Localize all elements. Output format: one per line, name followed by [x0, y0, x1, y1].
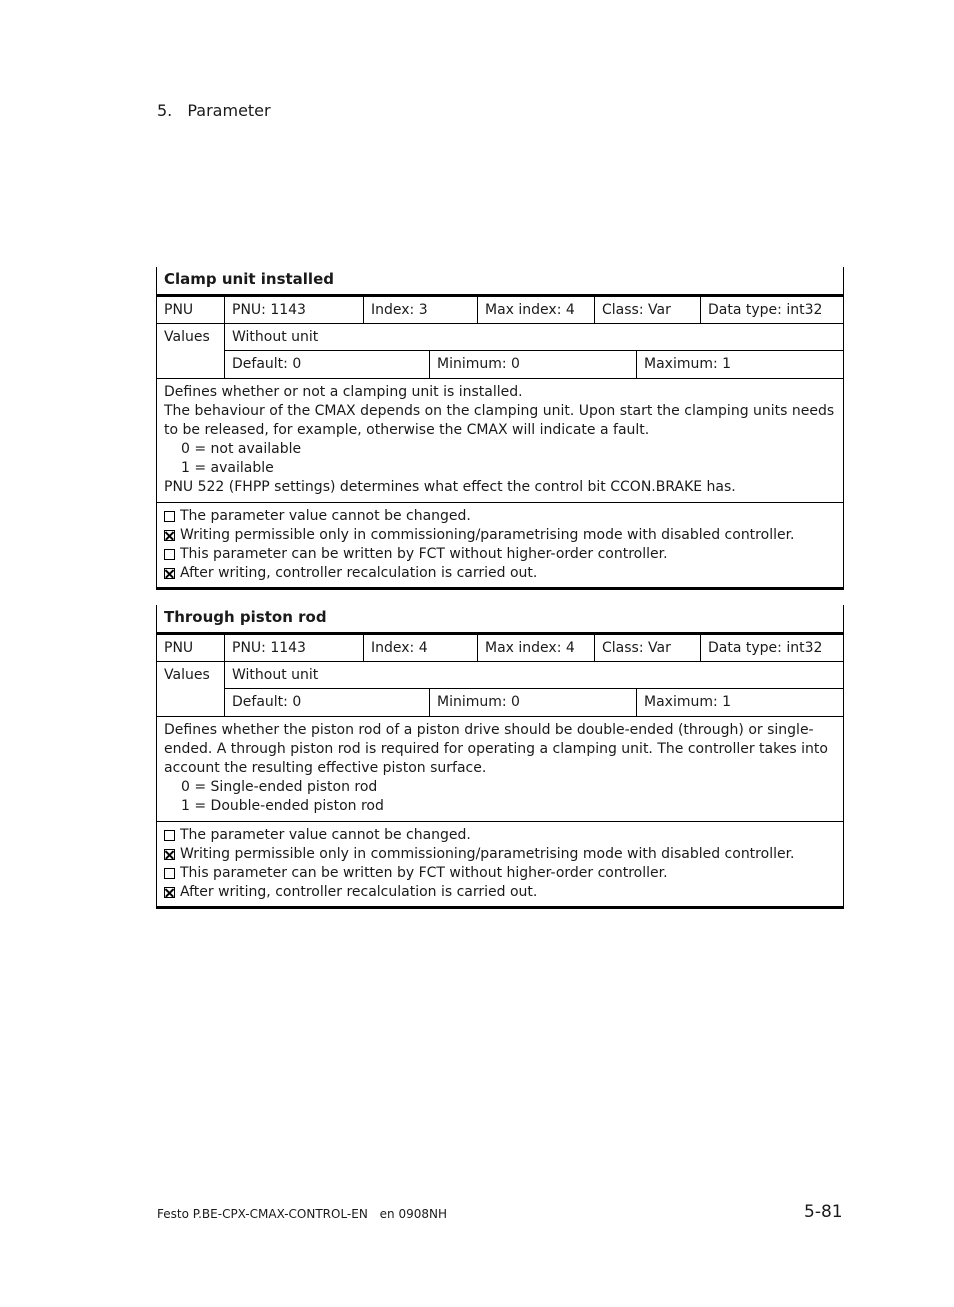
footer-lang: en 0908NH — [379, 1207, 447, 1221]
parameter-title: Clamp unit installed — [157, 267, 843, 297]
checkbox-empty-icon — [164, 868, 175, 879]
description — [157, 379, 843, 503]
footer-doc: Festo P.BE-CPX-CMAX-CONTROL-EN — [157, 1207, 368, 1221]
pnu-label: PNU — [157, 635, 225, 661]
maximum-value: Maximum: 1 — [644, 356, 732, 372]
class-value: Class: Var — [595, 635, 701, 661]
description-note: PNU 522 (FHPP settings) determines what effect the control bit CCON.BRAKE has. — [164, 479, 736, 495]
page-number: 5-81 — [804, 1202, 843, 1222]
checkbox-empty-icon — [164, 830, 175, 841]
flag-item: After writing, controller recalculation is carried out. — [164, 564, 836, 583]
pnu-value: PNU: 1143 — [225, 635, 364, 661]
checkbox-empty-icon — [164, 549, 175, 560]
chapter-number: 5. — [157, 101, 173, 120]
index-value: Index: 3 — [364, 297, 478, 323]
values-row — [157, 324, 843, 379]
default-value: Default: 0 — [225, 351, 430, 378]
values-label: Values — [157, 324, 225, 378]
data-type-value: Data type: int32 — [708, 640, 823, 656]
flag-list — [157, 822, 843, 909]
chapter-heading — [157, 101, 271, 120]
pnu-row — [157, 297, 843, 324]
minimum-value: Minimum: 0 — [430, 689, 637, 716]
flag-item: The parameter value cannot be changed. — [164, 507, 836, 526]
index-value: Index: 4 — [364, 635, 478, 661]
flag-item: The parameter value cannot be changed. — [164, 826, 836, 845]
minimum-value: Minimum: 0 — [430, 351, 637, 378]
option-item: 0 = not available — [181, 441, 302, 457]
footer-document-id — [157, 1207, 447, 1221]
unit-value: Without unit — [232, 329, 319, 345]
checkbox-crossed-icon — [164, 568, 175, 579]
flag-item: Writing permissible only in commissioning/parametrising mode with disabled controller. — [164, 845, 836, 864]
flag-list — [157, 503, 843, 590]
maximum-value: Maximum: 1 — [644, 694, 732, 710]
description-line: The behaviour of the CMAX depends on the clamping unit. Upon start the clamping units needs to be released, for example, otherwise the CMAX will indicate a fault. — [164, 403, 835, 438]
parameter-table-clamp-unit — [156, 267, 844, 590]
checkbox-crossed-icon — [164, 849, 175, 860]
values-row — [157, 662, 843, 717]
default-value: Default: 0 — [225, 689, 430, 716]
option-item: 1 = Double-ended piston rod — [181, 798, 384, 814]
chapter-title: Parameter — [187, 101, 271, 120]
flag-item: After writing, controller recalculation is carried out. — [164, 883, 836, 902]
data-type-value: Data type: int32 — [708, 302, 823, 318]
parameter-title: Through piston rod — [157, 605, 843, 635]
flag-item: This parameter can be written by FCT without higher-order controller. — [164, 864, 836, 883]
option-item: 1 = available — [181, 460, 274, 476]
description — [157, 717, 843, 822]
flag-item: This parameter can be written by FCT without higher-order controller. — [164, 545, 836, 564]
description-line: Defines whether or not a clamping unit is installed. — [164, 384, 523, 400]
parameter-table-through-piston-rod — [156, 605, 844, 909]
pnu-value: PNU: 1143 — [225, 297, 364, 323]
option-item: 0 = Single-ended piston rod — [181, 779, 378, 795]
checkbox-crossed-icon — [164, 887, 175, 898]
values-label: Values — [157, 662, 225, 716]
class-value: Class: Var — [595, 297, 701, 323]
max-index-value: Max index: 4 — [478, 635, 595, 661]
max-index-value: Max index: 4 — [478, 297, 595, 323]
checkbox-crossed-icon — [164, 530, 175, 541]
flag-item: Writing permissible only in commissioning/parametrising mode with disabled controller. — [164, 526, 836, 545]
pnu-label: PNU — [157, 297, 225, 323]
checkbox-empty-icon — [164, 511, 175, 522]
unit-value: Without unit — [232, 667, 319, 683]
pnu-row — [157, 635, 843, 662]
description-line: Defines whether the piston rod of a piston drive should be double-ended (through) or single-ended. A through piston rod is required for operating a clamping unit. The controller takes into account the resulting effective piston surface. — [164, 722, 828, 776]
